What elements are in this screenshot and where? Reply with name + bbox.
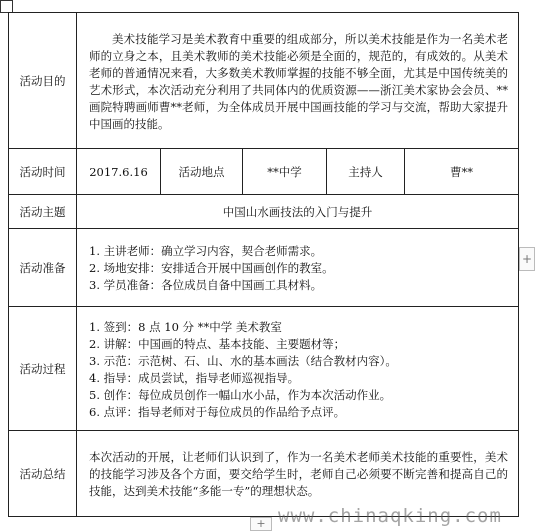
add-row-button[interactable]: + <box>250 517 272 531</box>
purpose-text: 美术技能学习是美术教育中重要的组成部分，所以美术技能是作为一名美术老师的立身之本，且美术教师的美术技能必须是全面的，规范的，有成效的。从美术老师的普通情况来看，大多数美术教师掌握的技能不够全面，尤其是中国传统美的艺术形式，本次活动充分利用了共同体内的优质资源——浙江美术家协会会员、**画院特聘画师曹**老师，为全体成员开展中国画技能的学习与交流，帮助大家提升中国画的技能。 <box>89 31 509 131</box>
theme-row <box>9 195 519 229</box>
host-value[interactable]: 曹** <box>405 149 519 195</box>
place-value[interactable]: **中学 <box>243 149 327 195</box>
theme-label: 活动主题 <box>9 195 77 229</box>
list-item: 3. 学员准备：各位成员自备中国画工具材料。 <box>89 278 323 292</box>
list-item: 2. 讲解：中国画的特点、基本技能、主要题材等； <box>89 336 346 351</box>
summary-label: 活动总结 <box>9 431 77 517</box>
host-label: 主持人 <box>327 149 405 195</box>
summary-row <box>9 431 519 517</box>
purpose-label: 活动目的 <box>9 13 77 149</box>
list-item: 2. 场地安排：安排适合开展中国画创作的教室。 <box>89 261 334 275</box>
process-list <box>77 313 518 425</box>
process-label: 活动过程 <box>9 307 77 431</box>
purpose-cell[interactable] <box>77 13 519 149</box>
list-item: 5. 创作：每位成员创作一幅山水小品，作为本次活动作业。 <box>89 387 392 402</box>
prep-list <box>77 237 518 298</box>
theme-value[interactable]: 中国山水画技法的入门与提升 <box>77 195 519 229</box>
summary-cell[interactable] <box>77 431 519 517</box>
activity-record-table <box>8 12 519 517</box>
info-row <box>9 149 519 195</box>
list-item: 1. 签到：8 点 10 分 **中学 美术教室 <box>89 319 282 334</box>
time-label: 活动时间 <box>9 149 77 195</box>
summary-text: 本次活动的开展，让老师们认识到了，作为一名美术老师美术技能的重要性，美术的技能学习涉及各个方面，要交给学生时，老师自己必须要不断完善和提高自己的技能，达到美术技能“多能一专”的理想状态。 <box>89 450 509 498</box>
list-item: 4. 指导：成员尝试，指导老师巡视指导。 <box>89 370 300 385</box>
list-item: 1. 主讲老师：确立学习内容，契合老师需求。 <box>89 244 323 258</box>
list-item: 3. 示范：示范树、石、山、水的基本画法（结合教材内容）。 <box>89 353 397 368</box>
process-cell[interactable] <box>77 307 519 431</box>
process-row <box>9 307 519 431</box>
time-value[interactable]: 2017.6.16 <box>77 149 161 195</box>
watermark: www.chinaqking.com <box>278 505 502 527</box>
add-column-button[interactable]: + <box>519 247 535 271</box>
prep-cell[interactable] <box>77 229 519 307</box>
prep-label: 活动准备 <box>9 229 77 307</box>
purpose-row <box>9 13 519 149</box>
prep-row <box>9 229 519 307</box>
list-item: 6. 点评：指导老师对于每位成员的作品给予点评。 <box>89 404 346 419</box>
place-label: 活动地点 <box>161 149 243 195</box>
